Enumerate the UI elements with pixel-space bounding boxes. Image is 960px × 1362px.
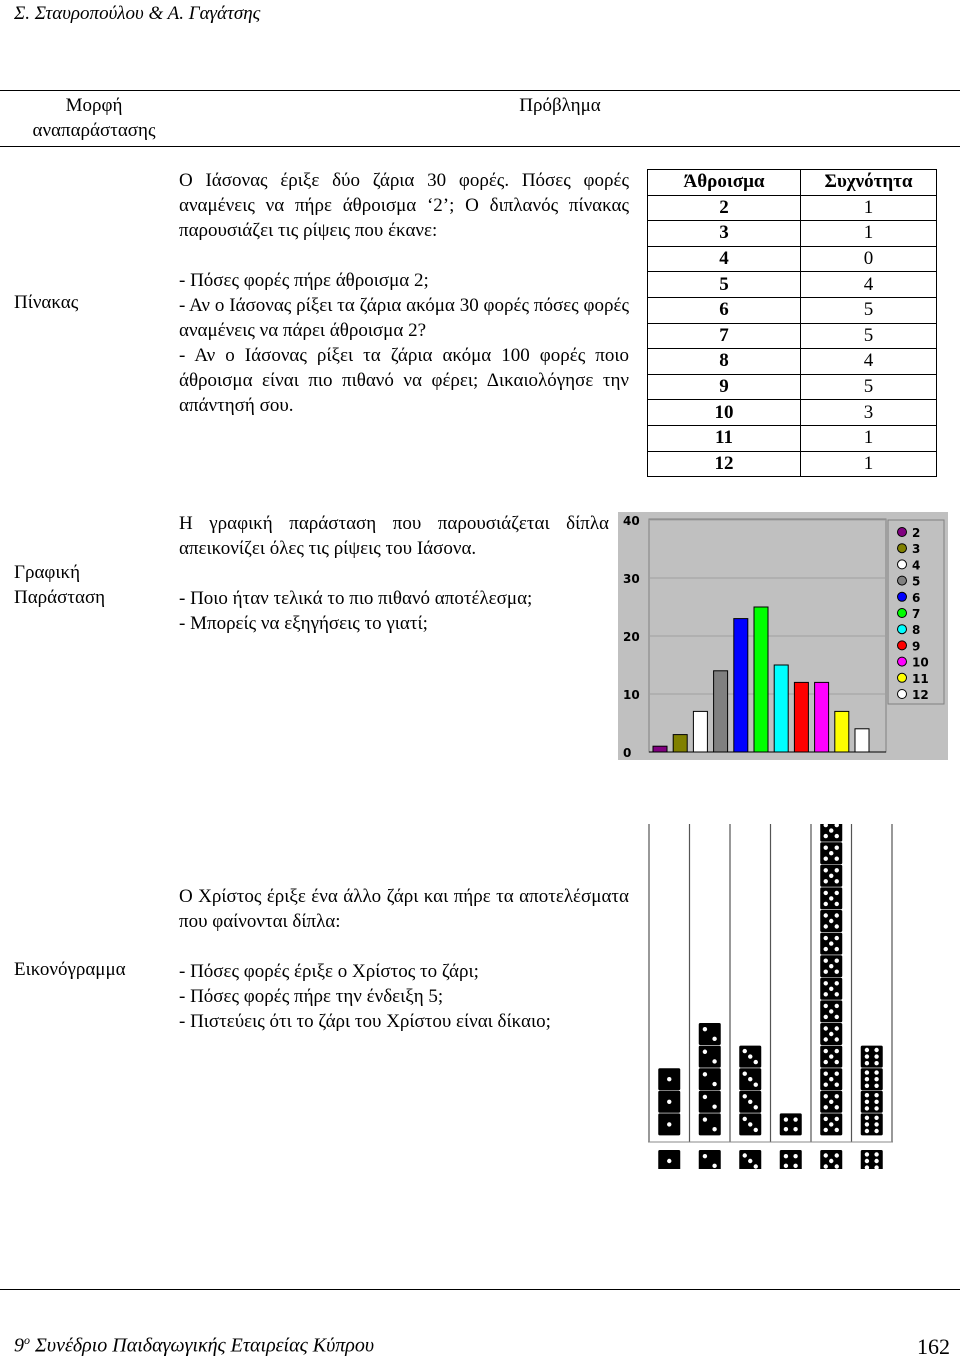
die-face-5-tally	[820, 842, 842, 864]
frequency-table-row	[648, 272, 937, 298]
frequency-table-row	[648, 400, 937, 426]
pictogram-question-2: - Πόσες φορές πήρε την ένδειξη 5;	[179, 986, 444, 1007]
header-authors: Σ. Σταυροπούλου & Α. Γαγάτσης	[14, 3, 261, 24]
page-number: 162	[917, 1334, 950, 1359]
die-face-5-tally	[820, 978, 842, 1000]
legend-label: 9	[912, 639, 921, 654]
row-label-graph-line1: Γραφική	[14, 562, 81, 583]
frequency-table-frequency-cell: 1	[801, 425, 937, 451]
frequency-table-frequency-cell: 4	[801, 272, 937, 298]
frequency-table-row	[648, 195, 937, 221]
die-face-4-tally	[780, 1113, 802, 1135]
graph-question-2: - Μπορείς να εξηγήσεις το γιατί;	[179, 613, 428, 634]
die-face-5-tally	[820, 1113, 842, 1135]
legend-swatch	[898, 544, 907, 553]
pictogram-intro: Ο Χρίστος έριξε ένα άλλο ζάρι και πήρε τα αποτελέσματα που φαίνονται δίπλα:	[179, 886, 629, 932]
frequency-table-row	[648, 221, 937, 247]
frequency-table-row	[648, 246, 937, 272]
frequency-table-sum-cell: 5	[648, 272, 801, 298]
frequency-table	[647, 169, 937, 477]
die-face-5-category	[820, 1150, 842, 1169]
frequency-table-frequency-cell: 5	[801, 297, 937, 323]
dice-pictogram	[648, 824, 908, 1169]
row-label-graph-line2: Παράσταση	[14, 587, 106, 608]
bar-sum-11	[835, 711, 849, 752]
column-header-form-line1: Μορφή	[65, 95, 123, 116]
footer-conference-ordinal: ο	[24, 1333, 30, 1347]
legend-swatch	[898, 592, 907, 601]
y-tick-label: 20	[623, 630, 640, 644]
legend-label: 2	[912, 526, 921, 540]
die-face-2-category	[699, 1150, 721, 1169]
legend-label: 3	[912, 542, 921, 557]
frequency-table-frequency-cell: 1	[801, 195, 937, 221]
table-problem-text	[179, 168, 629, 418]
frequency-table-sum-cell: 10	[648, 400, 801, 426]
row-label-pictogram: Εικονόγραμμα	[14, 959, 126, 980]
pictogram-question-3: - Πιστεύεις ότι το ζάρι του Χρίστου είναι δίκαιο;	[179, 1011, 551, 1032]
die-face-5-tally	[820, 824, 842, 842]
die-face-3-tally	[739, 1046, 761, 1068]
y-tick-label: 0	[623, 746, 632, 760]
bar-sum-3	[673, 735, 687, 752]
frequency-table-frequency-cell: 1	[801, 451, 937, 477]
frequency-table-sum-cell: 7	[648, 323, 801, 349]
die-face-3-tally	[739, 1091, 761, 1113]
frequency-table-sum-cell: 6	[648, 297, 801, 323]
sum-frequency-bar-chart	[618, 512, 948, 760]
legend-swatch	[898, 576, 907, 585]
pictogram-problem-text	[179, 884, 629, 1034]
legend-swatch	[898, 528, 907, 537]
die-face-2-tally	[699, 1046, 721, 1068]
die-face-5-tally	[820, 1000, 842, 1022]
y-tick-label: 40	[623, 514, 640, 528]
die-face-6-category	[861, 1150, 883, 1169]
frequency-table-frequency-cell: 5	[801, 323, 937, 349]
die-face-3-tally	[739, 1068, 761, 1090]
bar-sum-10	[815, 682, 829, 752]
table-question-3: - Αν ο Ιάσονας ρίξει τα ζάρια ακόμα 100 φορές ποιο άθροισμα είναι πιο πιθανό να φέρει; Δικαιολόγησε την απάντησή σου.	[179, 345, 629, 416]
frequency-table-frequency-cell: 3	[801, 400, 937, 426]
bar-sum-5	[714, 671, 728, 752]
legend-swatch	[898, 560, 907, 569]
frequency-table-sum-cell: 2	[648, 195, 801, 221]
legend-swatch	[898, 673, 907, 682]
frequency-table-sum-cell: 9	[648, 374, 801, 400]
column-header-problem: Πρόβλημα	[519, 95, 601, 116]
die-face-1-tally	[658, 1113, 680, 1135]
y-tick-label: 30	[623, 572, 640, 586]
legend-label: 12	[912, 688, 929, 702]
footer-rule	[0, 1289, 960, 1290]
frequency-table-header-sum: Άθροισμα	[648, 170, 801, 196]
frequency-table-sum-cell: 12	[648, 451, 801, 477]
legend-swatch	[898, 690, 907, 699]
frequency-table-header-frequency: Συχνότητα	[801, 170, 937, 196]
frequency-table-row	[648, 374, 937, 400]
bar-sum-9	[794, 682, 808, 752]
frequency-table-row	[648, 451, 937, 477]
footer-conference	[14, 1333, 374, 1358]
footer-conference-number: 9	[14, 1334, 24, 1357]
frequency-table-row	[648, 425, 937, 451]
legend-label: 5	[912, 574, 921, 589]
die-face-2-tally	[699, 1068, 721, 1090]
die-face-5-tally	[820, 865, 842, 887]
die-face-5-tally	[820, 887, 842, 909]
bar-sum-4	[693, 711, 707, 752]
legend-swatch	[898, 641, 907, 650]
row-label-graph	[14, 560, 105, 610]
die-face-5-tally	[820, 1068, 842, 1090]
die-face-2-tally	[699, 1023, 721, 1045]
die-face-2-tally	[699, 1113, 721, 1135]
graph-question-1: - Ποιο ήταν τελικά το πιο πιθανό αποτέλεσμα;	[179, 588, 533, 609]
die-face-1-tally	[658, 1091, 680, 1113]
die-face-6-tally	[861, 1046, 883, 1068]
legend-label: 10	[912, 655, 929, 670]
table-question-1: - Πόσες φορές πήρε άθροισμα 2;	[179, 270, 429, 291]
die-face-3-tally	[739, 1113, 761, 1135]
die-face-5-tally	[820, 1091, 842, 1113]
column-header-form	[14, 93, 174, 143]
legend-swatch	[898, 609, 907, 618]
die-face-6-tally	[861, 1091, 883, 1113]
die-face-5-tally	[820, 933, 842, 955]
bar-sum-2	[653, 746, 667, 752]
frequency-table-sum-cell: 3	[648, 221, 801, 247]
graph-problem-text	[179, 511, 609, 636]
row-label-table: Πίνακας	[14, 292, 79, 313]
table-question-2: - Αν ο Ιάσονας ρίξει τα ζάρια ακόμα 30 φορές πόσες φορές αναμένεις να πάρει άθροισμα 2?	[179, 295, 629, 341]
die-face-6-tally	[861, 1113, 883, 1135]
frequency-table-frequency-cell: 1	[801, 221, 937, 247]
die-face-1-category	[658, 1150, 680, 1169]
graph-intro: Η γραφική παράσταση που παρουσιάζεται δίπλα απεικονίζει όλες τις ρίψεις του Ιάσονα.	[179, 513, 609, 559]
column-header-form-line2: αναπαράστασης	[32, 120, 156, 141]
frequency-table-frequency-cell: 4	[801, 349, 937, 375]
bar-sum-6	[734, 619, 748, 752]
footer-conference-title: Συνέδριο Παιδαγωγικής Εταιρείας Κύπρου	[30, 1334, 375, 1357]
legend-label: 4	[912, 558, 921, 573]
frequency-table-sum-cell: 11	[648, 425, 801, 451]
header-bottom-rule	[0, 146, 960, 147]
frequency-table-sum-cell: 4	[648, 246, 801, 272]
frequency-table-row	[648, 349, 937, 375]
die-face-1-tally	[658, 1068, 680, 1090]
legend-label: 7	[912, 607, 921, 621]
frequency-table-row	[648, 323, 937, 349]
die-face-5-tally	[820, 955, 842, 977]
legend-label: 8	[912, 623, 921, 638]
y-tick-label: 10	[623, 688, 640, 702]
legend-swatch	[898, 625, 907, 634]
frequency-table-frequency-cell: 0	[801, 246, 937, 272]
die-face-5-tally	[820, 1046, 842, 1068]
pictogram-question-1: - Πόσες φορές έριξε ο Χρίστος το ζάρι;	[179, 961, 479, 982]
frequency-table-row	[648, 297, 937, 323]
table-intro: Ο Ιάσονας έριξε δύο ζάρια 30 φορές. Πόσες φορές αναμένεις να πήρε άθροισμα ‘2’; Ο διπλανός πίνακας παρουσιάζει τις ρίψεις που έκανε:	[179, 170, 629, 241]
die-face-3-category	[739, 1150, 761, 1169]
frequency-table-sum-cell: 8	[648, 349, 801, 375]
die-face-6-tally	[861, 1068, 883, 1090]
bar-sum-12	[855, 729, 869, 752]
die-face-2-tally	[699, 1091, 721, 1113]
bar-sum-8	[774, 665, 788, 752]
die-face-5-tally	[820, 1023, 842, 1045]
legend-swatch	[898, 657, 907, 666]
legend-label: 11	[912, 671, 929, 686]
table-top-rule	[0, 90, 960, 91]
legend-label: 6	[912, 590, 921, 605]
frequency-table-frequency-cell: 5	[801, 374, 937, 400]
bar-sum-7	[754, 607, 768, 752]
die-face-4-category	[780, 1150, 802, 1169]
die-face-5-tally	[820, 910, 842, 932]
